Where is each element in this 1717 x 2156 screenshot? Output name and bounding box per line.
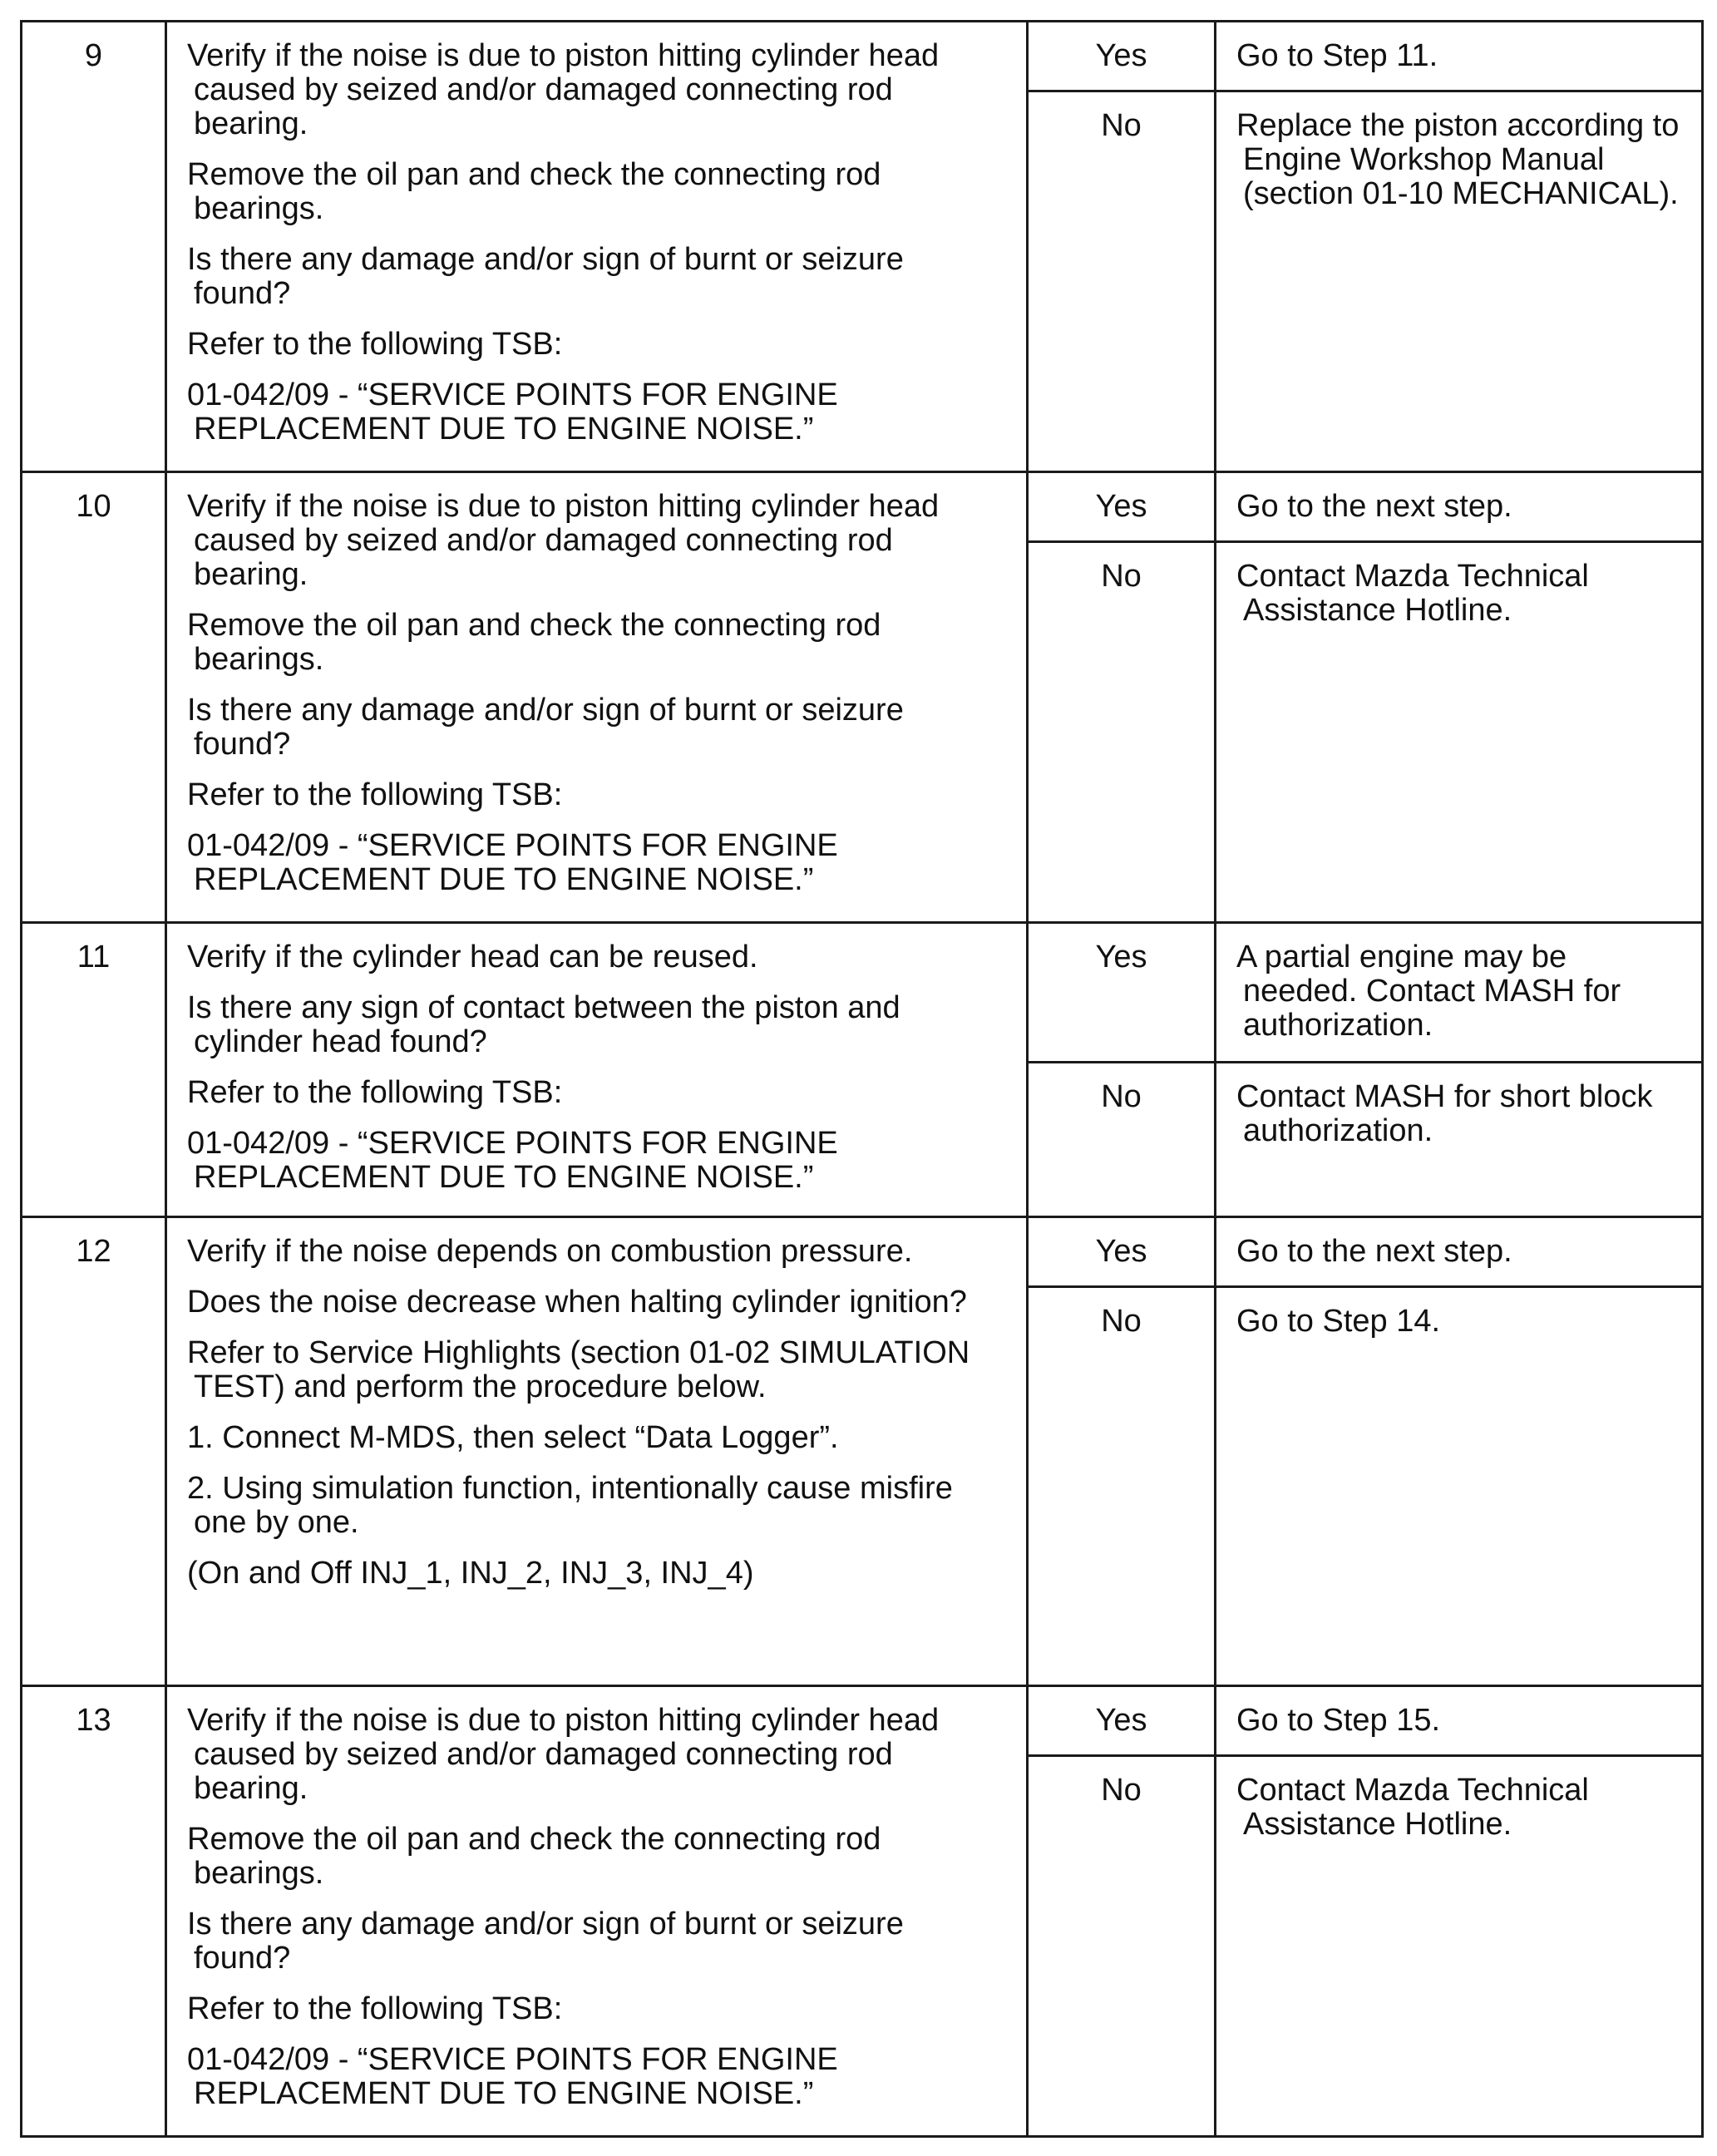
result-no: No (1028, 542, 1216, 923)
action-paragraph: Verify if the noise is due to piston hitting cylinder head caused by seized and/or damaged connecting rod bearing. (187, 1703, 940, 1806)
step-row-9-yes (22, 22, 1703, 91)
step-action (166, 1686, 1028, 2137)
action-paragraph: Is there any damage and/or sign of burnt or seizure found? (187, 242, 904, 311)
next-action-text: Go to Step 11. (1236, 38, 1438, 73)
step-action (166, 923, 1028, 1217)
action-paragraph: Verify if the noise is due to piston hitting cylinder head caused by seized and/or damaged connecting rod bearing. (187, 489, 940, 592)
action-paragraph: Refer to the following TSB: (187, 327, 563, 362)
action-paragraph: (On and Off INJ_1, INJ_2, INJ_3, INJ_4) (187, 1556, 754, 1591)
action-paragraph: Verify if the cylinder head can be reused. (187, 940, 758, 974)
action-paragraph: Refer to the following TSB: (187, 777, 563, 812)
next-action-no (1216, 91, 1703, 472)
action-paragraph: Verify if the noise is due to piston hitting cylinder head caused by seized and/or damaged connecting rod bearing. (187, 38, 940, 141)
next-action-text: Go to the next step. (1236, 489, 1512, 524)
result-yes: Yes (1028, 22, 1216, 91)
next-action-text: Contact MASH for short block authorization. (1236, 1079, 1653, 1148)
action-paragraph: Is there any damage and/or sign of burnt or seizure found? (187, 1907, 904, 1976)
next-action-yes (1216, 1217, 1703, 1287)
next-action-text: Go to the next step. (1236, 1234, 1512, 1269)
next-action-text: Contact Mazda Technical Assistance Hotline. (1236, 559, 1589, 628)
action-paragraph: 01-042/09 - “SERVICE POINTS FOR ENGINE REPLACEMENT DUE TO ENGINE NOISE.” (187, 2042, 838, 2111)
step-row-11-yes (22, 923, 1703, 1063)
step-action (166, 472, 1028, 923)
next-action-yes (1216, 923, 1703, 1063)
action-paragraph: Is there any damage and/or sign of burnt or seizure found? (187, 693, 904, 762)
step-number: 9 (22, 22, 166, 472)
step-number: 10 (22, 472, 166, 923)
next-action-no (1216, 1063, 1703, 1217)
next-action-text: Go to Step 15. (1236, 1703, 1441, 1738)
action-paragraph: 01-042/09 - “SERVICE POINTS FOR ENGINE REPLACEMENT DUE TO ENGINE NOISE.” (187, 1126, 838, 1195)
next-action-text: Contact Mazda Technical Assistance Hotline. (1236, 1773, 1589, 1842)
action-paragraph: Refer to the following TSB: (187, 1075, 563, 1110)
action-paragraph: Refer to Service Highlights (section 01-02 SIMULATION TEST) and perform the procedure below. (187, 1335, 970, 1404)
step-row-13-yes (22, 1686, 1703, 1756)
step-row-12-yes (22, 1217, 1703, 1287)
result-no: No (1028, 1756, 1216, 2137)
action-paragraph: Verify if the noise depends on combustion pressure. (187, 1234, 913, 1269)
result-yes: Yes (1028, 1686, 1216, 1756)
action-paragraph: Remove the oil pan and check the connecting rod bearings. (187, 157, 881, 226)
result-no: No (1028, 1063, 1216, 1217)
result-yes: Yes (1028, 472, 1216, 542)
next-action-no (1216, 1287, 1703, 1686)
next-action-text: Replace the piston according to Engine Workshop Manual (section 01-10 MECHANICAL). (1236, 108, 1680, 211)
step-number: 12 (22, 1217, 166, 1686)
result-no: No (1028, 91, 1216, 472)
action-paragraph: 2. Using simulation function, intentionally cause misfire one by one. (187, 1471, 953, 1540)
action-paragraph: 01-042/09 - “SERVICE POINTS FOR ENGINE REPLACEMENT DUE TO ENGINE NOISE.” (187, 828, 838, 897)
result-no: No (1028, 1287, 1216, 1686)
next-action-no (1216, 542, 1703, 923)
step-number: 11 (22, 923, 166, 1217)
result-yes: Yes (1028, 1217, 1216, 1287)
next-action-no (1216, 1756, 1703, 2137)
next-action-yes (1216, 22, 1703, 91)
action-paragraph: Remove the oil pan and check the connecting rod bearings. (187, 608, 881, 677)
next-action-text: A partial engine may be needed. Contact MASH for authorization. (1236, 940, 1621, 1043)
step-number: 13 (22, 1686, 166, 2137)
action-paragraph: 1. Connect M-MDS, then select “Data Logger”. (187, 1420, 839, 1455)
next-action-yes (1216, 1686, 1703, 1756)
action-paragraph: Does the noise decrease when halting cylinder ignition? (187, 1285, 967, 1320)
diagnostic-procedure-table (20, 20, 1704, 2138)
next-action-text: Go to Step 14. (1236, 1304, 1441, 1339)
action-paragraph: Remove the oil pan and check the connecting rod bearings. (187, 1822, 881, 1891)
step-action (166, 1217, 1028, 1686)
step-row-10-yes (22, 472, 1703, 542)
action-paragraph: Refer to the following TSB: (187, 1991, 563, 2026)
next-action-yes (1216, 472, 1703, 542)
result-yes: Yes (1028, 923, 1216, 1063)
action-paragraph: 01-042/09 - “SERVICE POINTS FOR ENGINE REPLACEMENT DUE TO ENGINE NOISE.” (187, 377, 838, 446)
step-action (166, 22, 1028, 472)
action-paragraph: Is there any sign of contact between the piston and cylinder head found? (187, 990, 900, 1059)
